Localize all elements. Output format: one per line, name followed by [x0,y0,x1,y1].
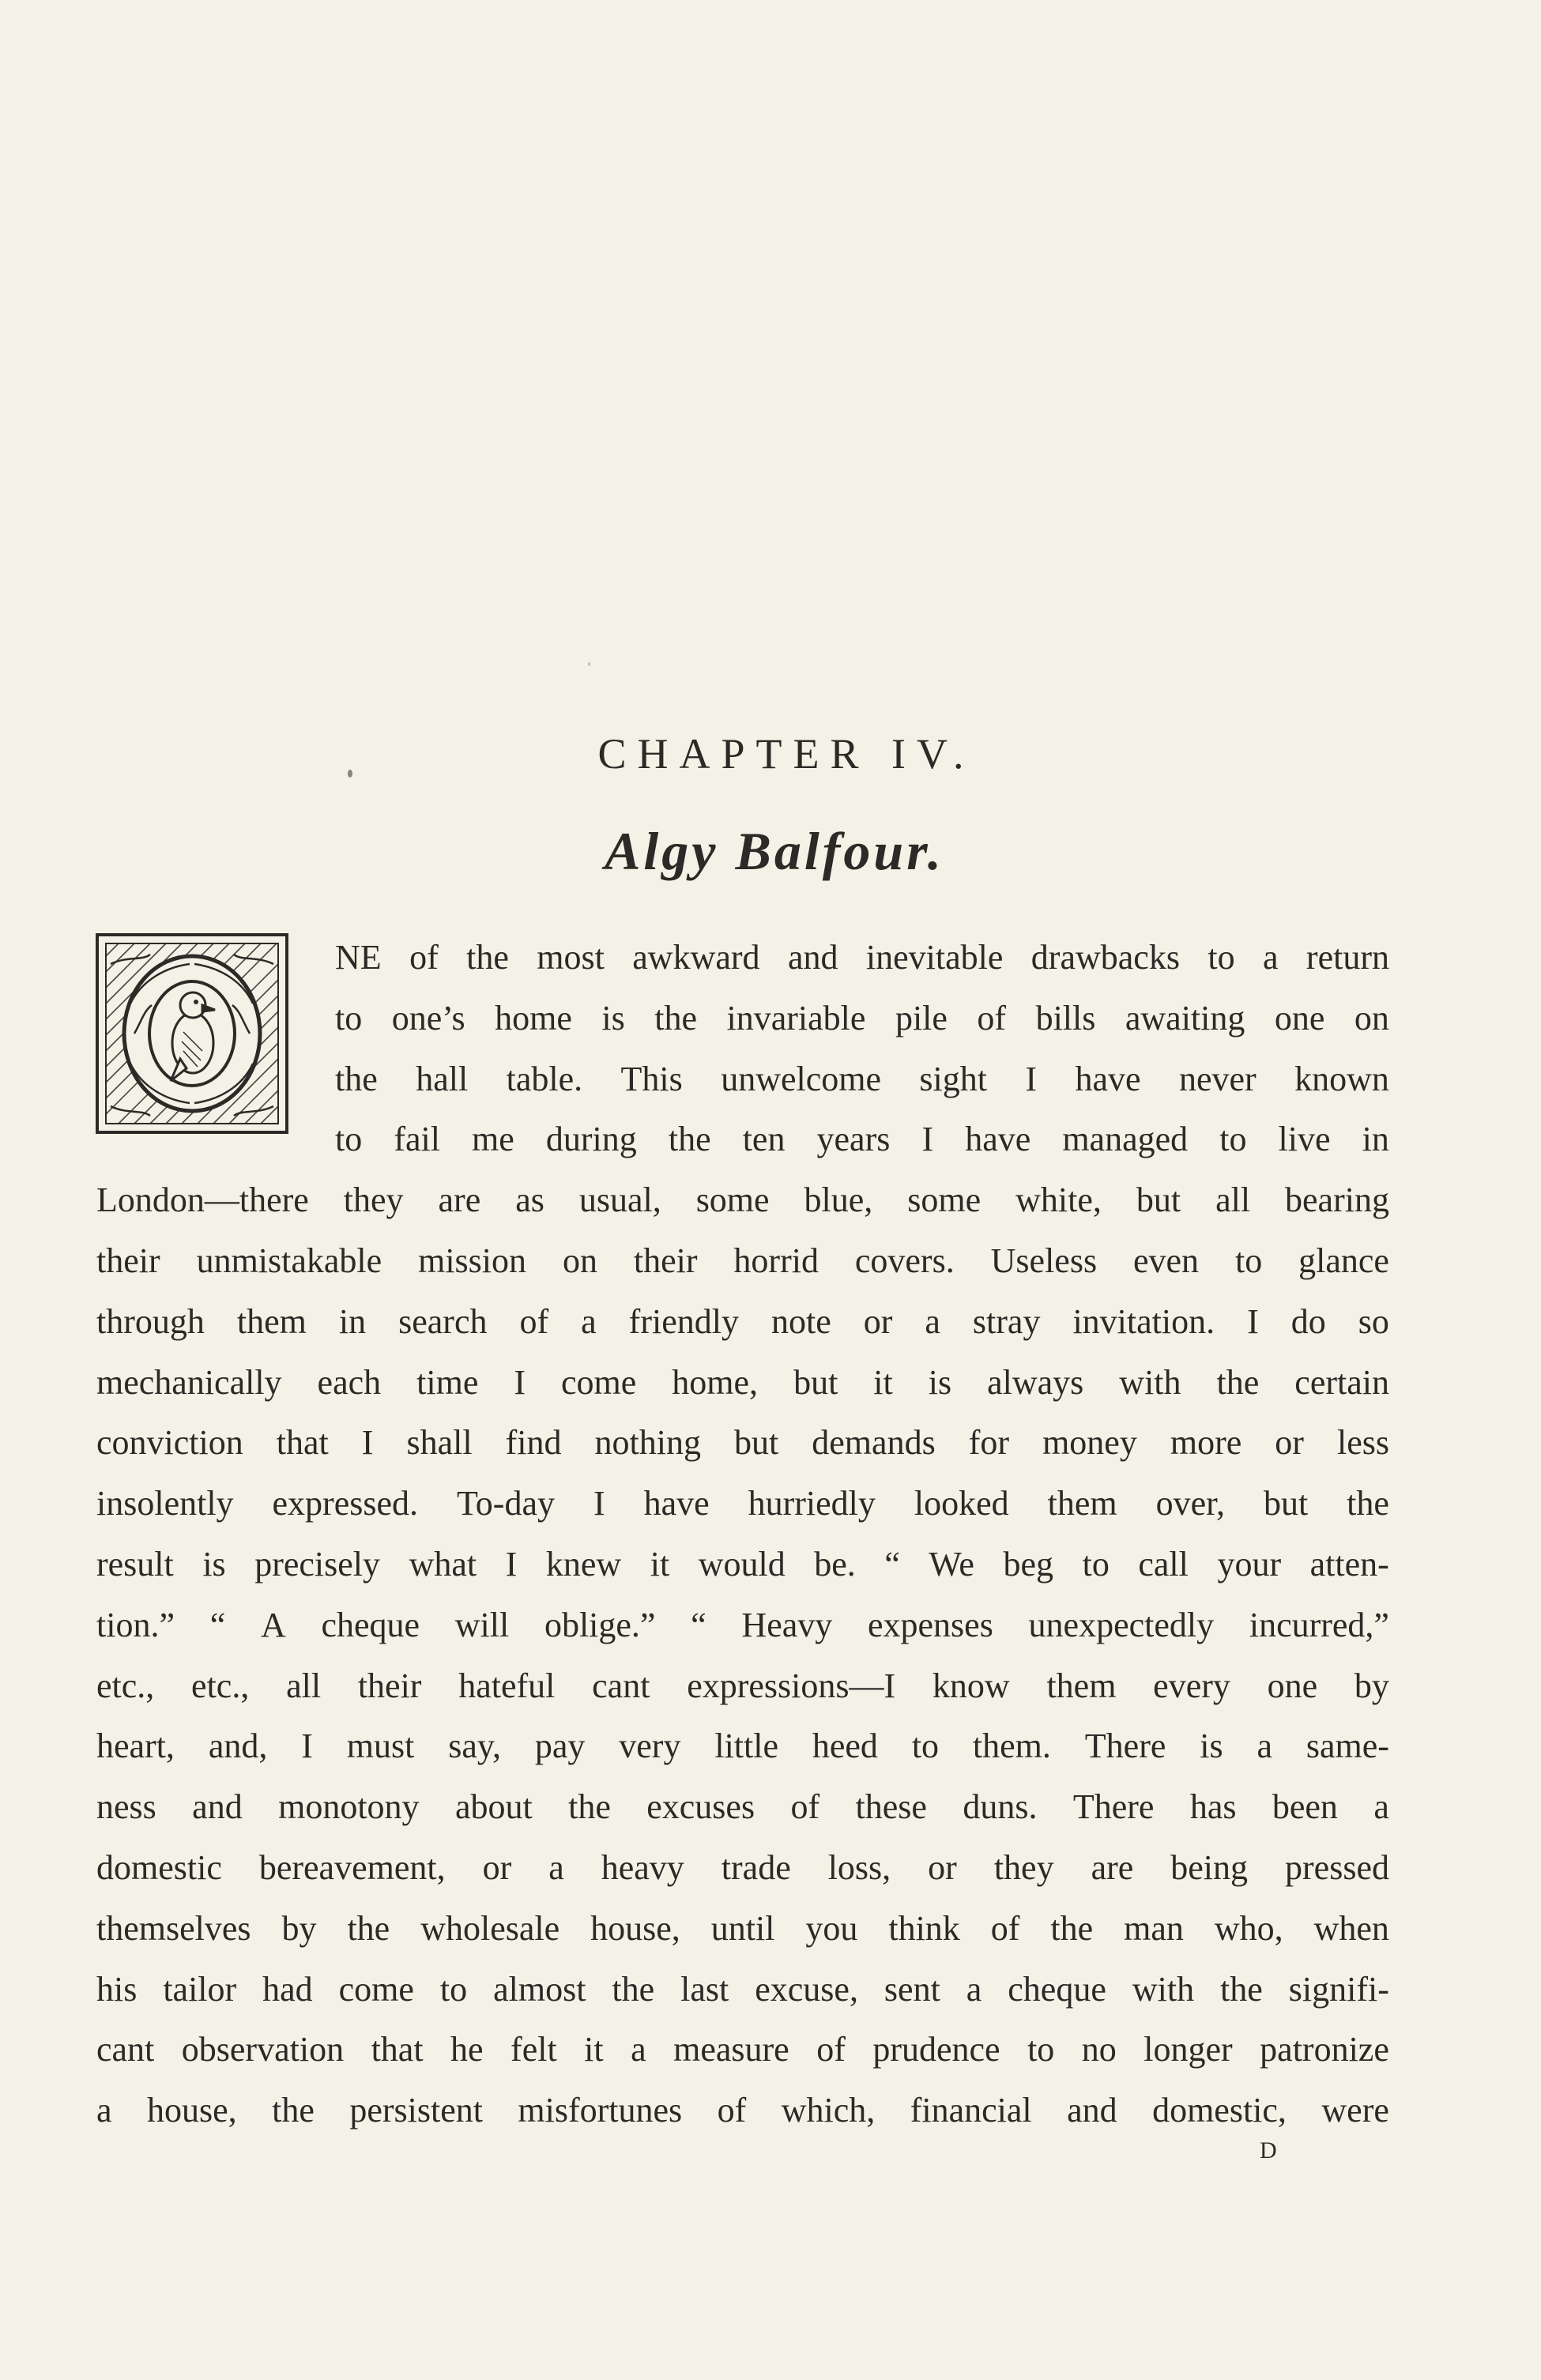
text-line: London—there they are as usual, some blue, some white, but all bearing [96,1181,1389,1220]
ink-speck [348,770,352,778]
text-line: themselves by the wholesale house, until you think of the man who, when [96,1908,1389,1948]
chapter-title: Algy Balfour. [605,821,944,881]
text-line: ness and monotony about the excuses of these duns. There has been a [96,1787,1389,1827]
ink-speck [588,662,590,666]
text-line: to one’s home is the invariable pile of bills awaiting one on [335,998,1389,1037]
text-line: mechanically each time I come home, but it is always with the certain [96,1362,1389,1402]
text-line: result is precisely what I knew it would be. “ We beg to call your atten- [96,1544,1389,1584]
text-line: the hall table. This unwelcome sight I have never known [335,1059,1389,1098]
text-line: their unmistakable mission on their horrid covers. Useless even to glance [96,1241,1389,1280]
text-line: through them in search of a friendly note or a stray invitation. I do so [96,1301,1389,1341]
text-line: domestic bereavement, or a heavy trade loss, or they are being pressed [96,1847,1389,1887]
signature-mark: D [1260,2137,1278,2163]
text-line: NE of the most awkward and inevitable drawbacks to a return [335,938,1389,977]
text-line: tion.” “ A cheque will oblige.” “ Heavy expenses unexpectedly incurred,” [96,1605,1389,1644]
text-line: etc., etc., all their hateful cant expressions—I know them every one by [96,1666,1389,1705]
text-line: to fail me during the ten years I have managed to live in [335,1120,1389,1159]
text-line: insolently expressed. To-day I have hurriedly looked them over, but the [96,1484,1389,1523]
text-line: conviction that I shall find nothing but demands for money more or less [96,1423,1389,1463]
chapter-heading: CHAPTER IV. [597,730,975,778]
text-line: heart, and, I must say, pay very little heed to them. There is a same- [96,1727,1389,1766]
text-line: cant observation that he felt it a measure of prudence to no longer patronize [96,2030,1389,2069]
text-line: a house, the persistent misfortunes of which, financial and domestic, were [96,2091,1389,2130]
text-line: his tailor had come to almost the last excuse, sent a cheque with the signifi- [96,1969,1389,2009]
body-text [96,928,1389,2141]
